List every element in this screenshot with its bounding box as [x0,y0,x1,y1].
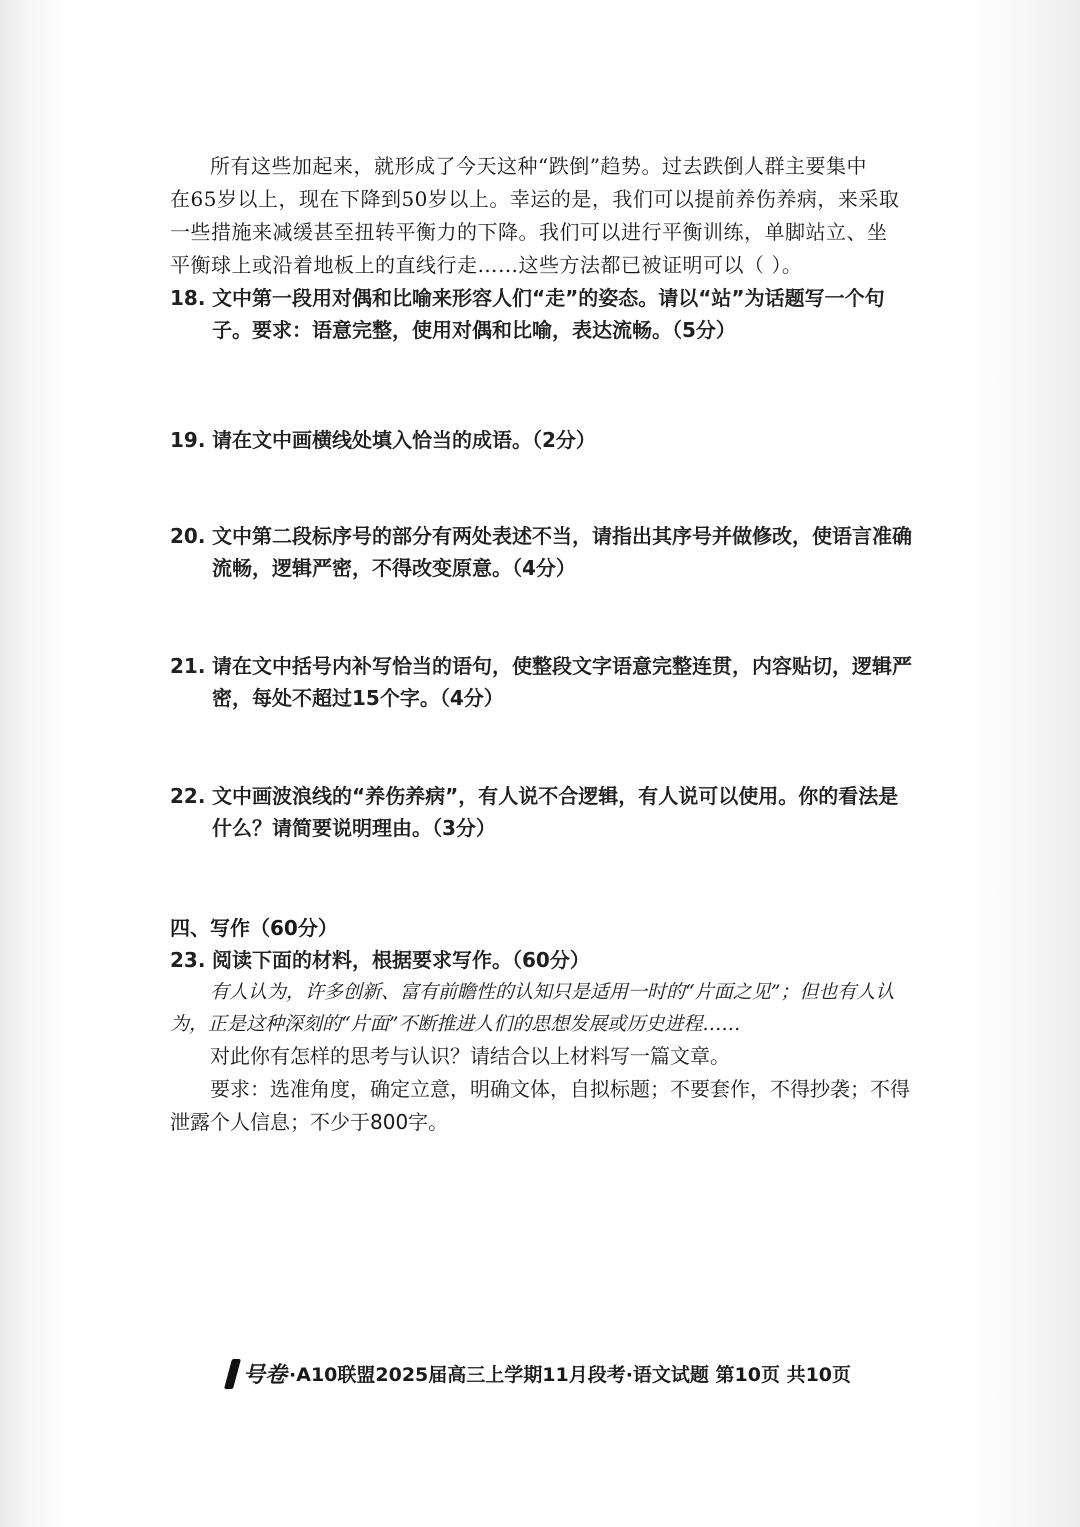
brand-logo-icon [224,1359,241,1389]
page-footer [228,1358,868,1389]
question-23 [170,944,915,976]
question-19 [170,424,915,456]
writing-section-title: 四、写作（60分） [170,916,338,940]
question-text: 文中画波浪线的“养伤养病”，有人说不合逻辑，有人说可以使用。你的看法是什么？请简要说明理由。（3分） [212,784,899,840]
writing-prompt: 对此你有怎样的思考与认识？请结合以上材料写一篇文章。 [210,1044,730,1068]
question-text: 文中第二段标序号的部分有两处表述不当，请指出其序号并做修改，使语言准确流畅，逻辑严密，不得改变原意。（4分） [212,524,912,580]
question-number: 18. [170,286,206,310]
question-text: 文中第一段用对偶和比喻来形容人们“走”的姿态。请以“站”为话题写一个句子。要求：语意完整，使用对偶和比喻，表达流畅。（5分） [212,286,885,342]
passage-line: 在65岁以上，现在下降到50岁以上。幸运的是，我们可以提前养伤养病，来采取 [170,187,900,211]
passage-paragraph [170,150,915,282]
writing-material: 有人认为，许多创新、富有前瞻性的认知只是适用一时的“片面之见”；但也有人认为，正是这种深刻的“片面”不断推进人们的思想发展或历史进程…… [170,981,895,1035]
question-text: 请在文中括号内补写恰当的语句，使整段文字语意完整连贯，内容贴切，逻辑严密，每处不超过15个字。（4分） [212,654,912,710]
question-number: 19. [170,428,206,452]
passage-line: 平衡球上或沿着地板上的直线行走……这些方法都已被证明可以（ ）。 [170,253,803,277]
passage-line: 所有这些加起来，就形成了今天这种“跌倒”趋势。过去跌倒人群主要集中 [210,154,867,178]
footer-text: ·A10联盟2025届高三上学期11月段考·语文试题 第10页 共10页 [289,1364,852,1386]
scan-shadow-left [0,0,70,1527]
passage-line: 一些措施来减缓甚至扭转平衡力的下降。我们可以进行平衡训练，单脚站立、坐 [170,220,888,244]
question-text: 请在文中画横线处填入恰当的成语。（2分） [212,428,596,452]
question-21 [170,650,915,714]
question-number: 20. [170,524,206,548]
scan-shadow-right [965,0,1080,1527]
writing-requirements: 要求：选准角度，确定立意，明确文体，自拟标题；不要套作，不得抄袭；不得泄露个人信息；不少于800字。 [170,1077,910,1134]
exam-page-content [170,150,915,1139]
question-18 [170,282,915,346]
question-number: 21. [170,654,206,678]
question-22 [170,780,915,844]
brand-name: 号卷 [243,1362,288,1388]
question-number: 23. [170,948,206,972]
question-20 [170,520,915,584]
question-text: 阅读下面的材料，根据要求写作。（60分） [212,948,590,972]
question-number: 22. [170,784,206,808]
